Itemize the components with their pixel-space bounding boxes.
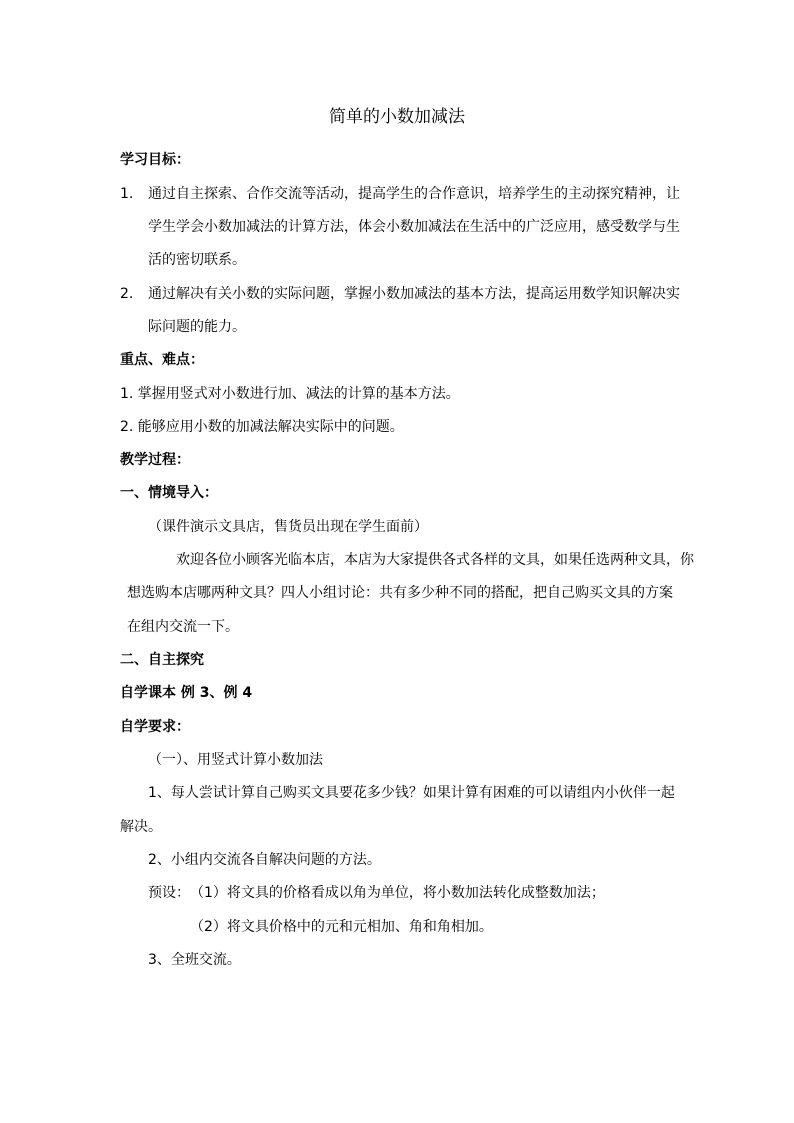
- process-heading: 教学过程：: [120, 452, 190, 468]
- objective-1-line-3: 活的密切联系。: [148, 252, 246, 268]
- item-1-line-2: 解决。: [120, 819, 162, 835]
- objective-1-line-2: 学生学会小数加减法的计算方法，体会小数加减法在生活中的广泛应用，感受数学与生: [148, 219, 680, 235]
- section-1-note: （课件演示文具店，售货员出现在学生面前）: [148, 519, 428, 535]
- objective-1-number: 1.: [120, 186, 134, 202]
- objective-2-line-2: 际问题的能力。: [148, 319, 246, 335]
- section-2-heading: 二、自主探究: [120, 652, 204, 668]
- preset-1: （1）将文具的价格看成以角为单位，将小数加法转化成整数加法；: [190, 885, 605, 901]
- key-points-heading: 重点、难点：: [120, 352, 204, 368]
- section-1-para-line-3: 在组内交流一下。: [127, 619, 239, 635]
- key-point-1: 1. 掌握用竖式对小数进行加、减法的计算的基本方法。: [120, 386, 460, 402]
- objective-2-line-1: 通过解决有关小数的实际问题，掌握小数加减法的基本方法，提高运用数学知识解决实: [148, 286, 680, 302]
- objectives-heading: 学习目标：: [120, 152, 190, 168]
- objective-1-line-1: 通过自主探索、合作交流等活动，提高学生的合作意识，培养学生的主动探究精神，让: [148, 186, 680, 202]
- item-2: 2、小组内交流各自解决问题的方法。: [148, 852, 381, 868]
- preset-2: （2）将文具价格中的元和元相加、角和角相加。: [190, 919, 493, 935]
- section-1-para-line-2: 想选购本店哪两种文具？四人小组讨论：共有多少种不同的搭配，把自己购买文具的方案: [127, 585, 673, 601]
- item-1-line-1: 1、每人尝试计算自己购买文具要花多少钱？如果计算有困难的可以请组内小伙伴一起: [148, 785, 675, 801]
- requirements-heading: 自学要求：: [120, 719, 190, 735]
- section-1-heading: 一、情境导入：: [120, 485, 218, 501]
- objective-2-number: 2.: [120, 286, 134, 302]
- item-3: 3、全班交流。: [148, 952, 241, 968]
- preset-label: 预设：: [148, 885, 190, 901]
- section-1-para-line-1: 欢迎各位小顾客光临本店，本店为大家提供各式各样的文具，如果任选两种文具，你: [176, 552, 694, 568]
- sub-heading-addition: （一）、用竖式计算小数加法: [148, 752, 323, 768]
- key-point-2: 2. 能够应用小数的加减法解决实际中的问题。: [120, 419, 404, 435]
- page-title: 简单的小数加减法: [329, 107, 465, 127]
- self-study-line: 自学课本 例 3、例 4: [120, 685, 253, 701]
